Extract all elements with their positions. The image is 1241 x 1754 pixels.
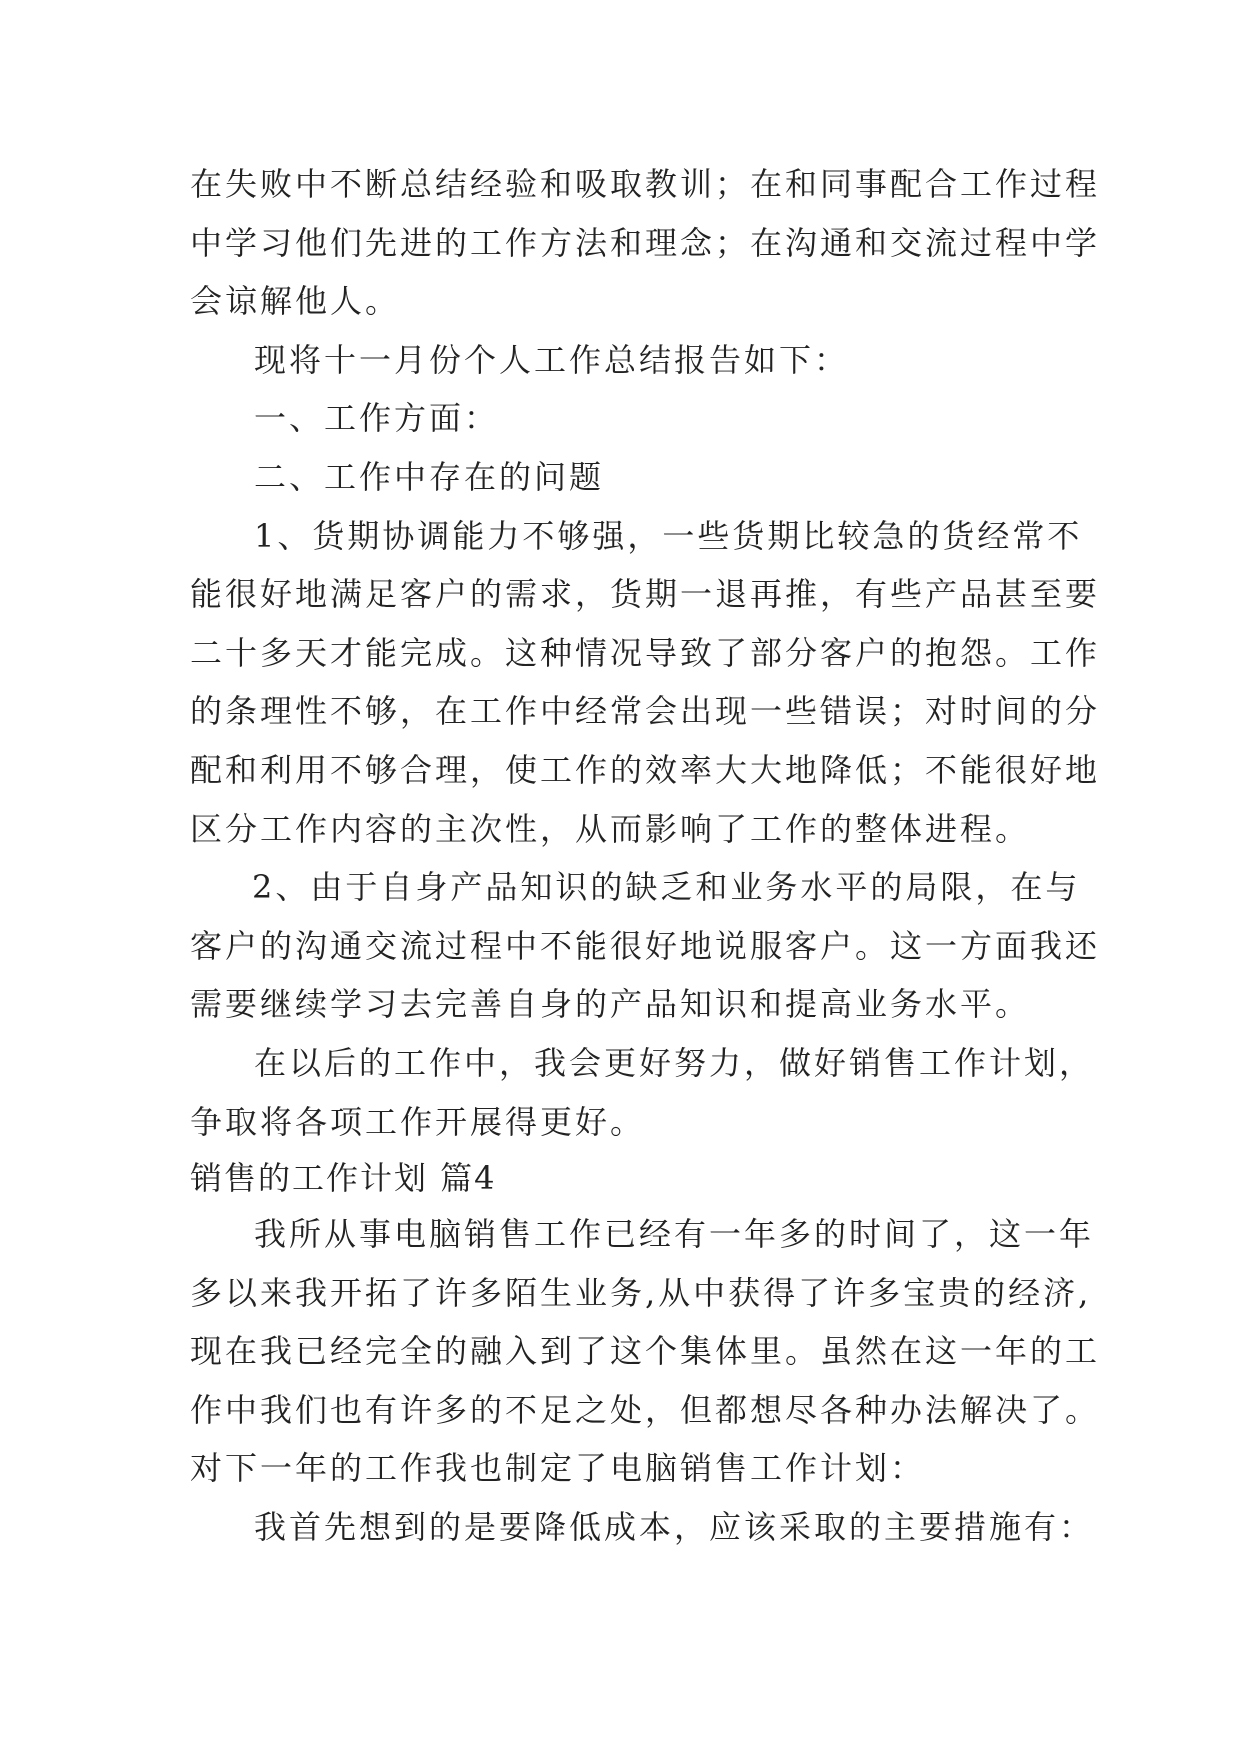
body-line: 多以来我开拓了许多陌生业务,从中获得了许多宝贵的经济, xyxy=(190,1273,1092,1312)
body-line: 2、由于自身产品知识的缺乏和业务水平的局限，在与 xyxy=(252,868,1081,907)
body-line: 在失败中不断总结经验和吸取教训；在和同事配合工作过程 xyxy=(190,165,1101,203)
body-line: 1、货期协调能力不够强，一些货期比较急的货经常不 xyxy=(254,516,1083,555)
body-line: 对下一年的工作我也制定了电脑销售工作计划： xyxy=(190,1449,926,1488)
article-heading: 销售的工作计划 篇4 xyxy=(190,1159,497,1198)
body-line: 需要继续学习去完善自身的产品知识和提高业务水平。 xyxy=(190,985,1031,1024)
body-line: 作中我们也有许多的不足之处，但都想尽各种办法解决了。 xyxy=(190,1390,1101,1429)
body-line: 我所从事电脑销售工作已经有一年多的时间了，这一年 xyxy=(254,1215,1095,1254)
body-line: 现在我已经完全的融入到了这个集体里。虽然在这一年的工 xyxy=(190,1332,1101,1371)
body-line: 争取将各项工作开展得更好。 xyxy=(190,1102,646,1141)
body-line: 能很好地满足客户的需求，货期一退再推，有些产品甚至要 xyxy=(190,575,1101,614)
body-line: 在以后的工作中，我会更好努力，做好销售工作计划， xyxy=(254,1043,1095,1082)
body-line: 配和利用不够合理，使工作的效率大大地降低；不能很好地 xyxy=(190,750,1101,789)
body-line: 区分工作内容的主次性，从而影响了工作的整体进程。 xyxy=(190,809,1031,848)
body-line: 现将十一月份个人工作总结报告如下： xyxy=(254,340,850,379)
body-line: 客户的沟通交流过程中不能很好地说服客户。这一方面我还 xyxy=(190,926,1101,965)
document-body xyxy=(190,155,1101,1557)
body-line: 我首先想到的是要降低成本，应该采取的主要措施有： xyxy=(254,1508,1095,1547)
body-line: 二十多天才能完成。这种情况导致了部分客户的抱怨。工作 xyxy=(190,633,1101,672)
body-line: 中学习他们先进的工作方法和理念；在沟通和交流过程中学 xyxy=(190,223,1101,262)
section-heading: 二、工作中存在的问题 xyxy=(254,457,605,496)
body-line: 的条理性不够，在工作中经常会出现一些错误；对时间的分 xyxy=(190,692,1101,731)
section-heading: 一、工作方面： xyxy=(254,399,500,438)
body-line: 会谅解他人。 xyxy=(190,282,401,321)
